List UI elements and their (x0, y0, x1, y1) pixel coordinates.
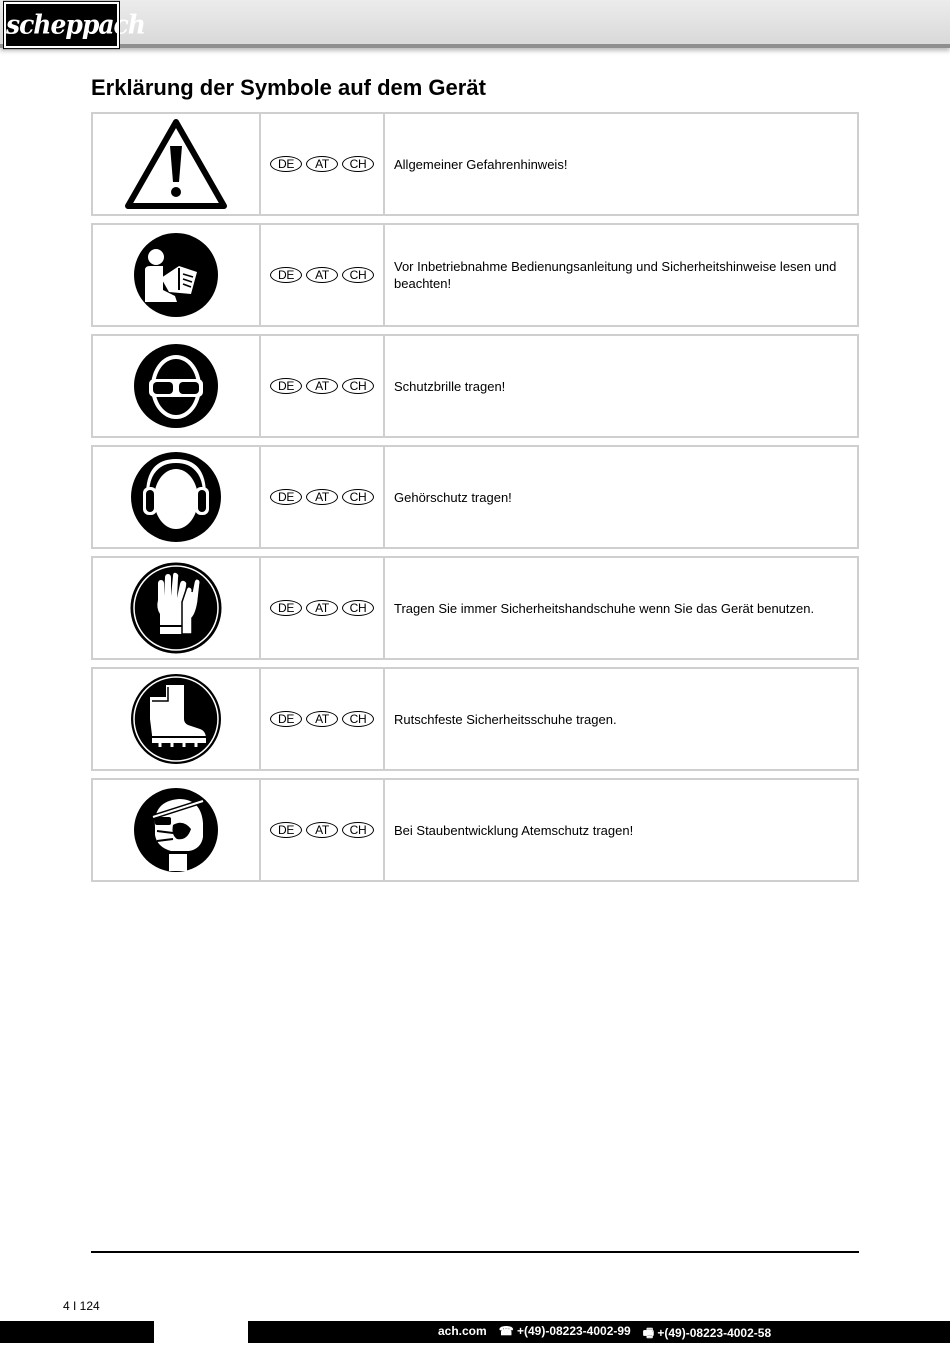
footer-fax: 🖷 +(49)-08223-4002-58 (642, 1326, 772, 1340)
symbol-description: Tragen Sie immer Sicherheitshandschuhe wenn Sie das Gerät benutzen. (394, 600, 815, 616)
footer-bar (0, 1321, 950, 1343)
icon-cell (93, 447, 261, 547)
country-code-at: AT (306, 711, 338, 727)
table-row (91, 667, 859, 771)
country-code-de: DE (270, 156, 302, 172)
country-code-ch: CH (342, 378, 374, 394)
country-code-at: AT (306, 489, 338, 505)
country-code-de: DE (270, 267, 302, 283)
icon-cell (93, 225, 261, 325)
table-row (91, 112, 859, 216)
country-codes (261, 114, 385, 214)
table-row (91, 334, 859, 438)
country-code-ch: CH (342, 822, 374, 838)
ear-protection-icon (130, 451, 222, 543)
icon-cell (93, 336, 261, 436)
country-code-de: DE (270, 378, 302, 394)
country-code-de: DE (270, 822, 302, 838)
page-title: Erklärung der Symbole auf dem Gerät (91, 75, 486, 100)
safety-shoes-icon (130, 673, 222, 765)
country-codes (261, 336, 385, 436)
country-code-ch: CH (342, 711, 374, 727)
footer-phone: ☎ +(49)-08223-4002-99 (498, 1324, 631, 1338)
table-row (91, 778, 859, 882)
respirator-icon (133, 787, 219, 873)
icon-cell (93, 114, 261, 214)
safety-goggles-icon (133, 343, 219, 429)
symbol-table (91, 112, 859, 889)
country-code-ch: CH (342, 600, 374, 616)
scheppach-logo: scheppach (4, 2, 119, 48)
country-code-at: AT (306, 378, 338, 394)
safety-gloves-icon (130, 562, 222, 654)
country-codes (261, 225, 385, 325)
table-row (91, 223, 859, 327)
icon-cell (93, 558, 261, 658)
header-bar (0, 0, 950, 48)
country-code-at: AT (306, 600, 338, 616)
read-manual-icon (133, 232, 219, 318)
general-warning-icon (124, 116, 228, 212)
symbol-description: Gehörschutz tragen! (394, 489, 512, 505)
table-row (91, 445, 859, 549)
footer-divider (91, 1251, 859, 1253)
symbol-description: Vor Inbetriebnahme Bedienungsanleitung und Sicherheitshinweise lesen und beachten! (394, 259, 837, 291)
country-code-ch: CH (342, 267, 374, 283)
country-codes (261, 558, 385, 658)
country-codes (261, 669, 385, 769)
country-code-de: DE (270, 711, 302, 727)
footer-contact (438, 1324, 938, 1345)
page-number: 4 I 124 (63, 1299, 100, 1313)
country-code-de: DE (270, 600, 302, 616)
icon-cell (93, 780, 261, 880)
symbol-description: Schutzbrille tragen! (394, 378, 506, 394)
country-codes (261, 780, 385, 880)
footer-website: ach.com (438, 1324, 487, 1338)
icon-cell (93, 669, 261, 769)
country-code-at: AT (306, 267, 338, 283)
country-code-at: AT (306, 156, 338, 172)
symbol-description: Allgemeiner Gefahrenhinweis! (394, 156, 568, 172)
footer-gap (154, 1321, 248, 1343)
country-code-at: AT (306, 822, 338, 838)
country-codes (261, 447, 385, 547)
table-row (91, 556, 859, 660)
symbol-description: Bei Staubentwicklung Atemschutz tragen! (394, 822, 634, 838)
symbol-description: Rutschfeste Sicherheitsschuhe tragen. (394, 711, 617, 727)
country-code-de: DE (270, 489, 302, 505)
country-code-ch: CH (342, 489, 374, 505)
country-code-ch: CH (342, 156, 374, 172)
